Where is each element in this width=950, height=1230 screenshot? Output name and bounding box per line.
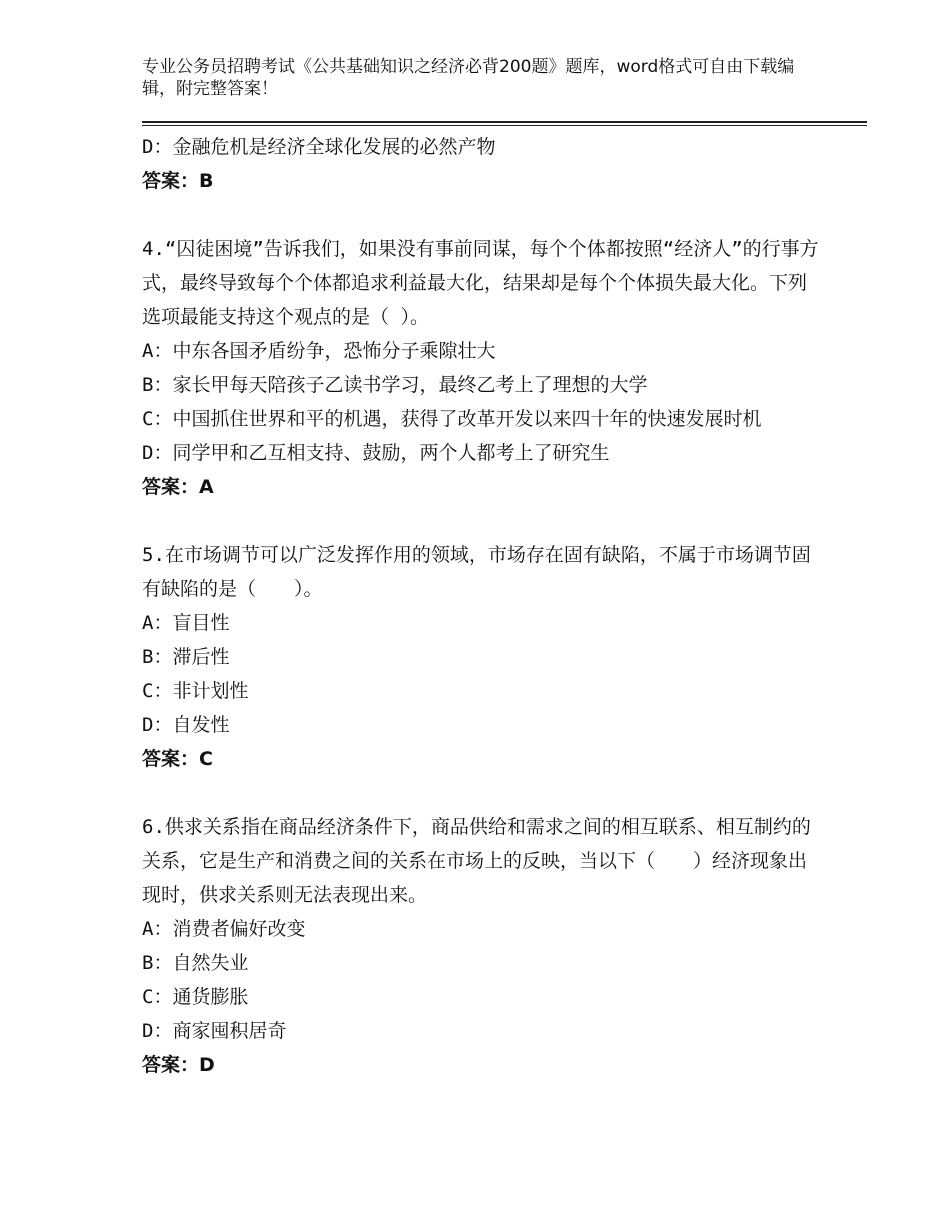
answer-label: 答案： bbox=[142, 748, 200, 770]
question-block-5 bbox=[142, 538, 822, 776]
option-d: D：金融危机是经济全球化发展的必然产物 bbox=[142, 136, 496, 158]
page-header bbox=[142, 56, 822, 100]
answer-value: C bbox=[199, 748, 213, 770]
option-b: B：家长甲每天陪孩子乙读书学习，最终乙考上了理想的大学 bbox=[142, 374, 648, 396]
option-a: A：中东各国矛盾纷争，恐怖分子乘隙壮大 bbox=[142, 340, 496, 362]
option-a: A：盲目性 bbox=[142, 612, 230, 634]
answer-label: 答案： bbox=[142, 1054, 200, 1076]
option-c: C：通货膨胀 bbox=[142, 986, 249, 1008]
answer-line bbox=[142, 164, 822, 198]
question-block-4 bbox=[142, 232, 822, 504]
question-list bbox=[142, 130, 822, 1082]
answer-value: D bbox=[199, 1054, 215, 1076]
option-b: B：滞后性 bbox=[142, 646, 230, 668]
header-text: 专业公务员招聘考试《公共基础知识之经济必背200题》题库，word格式可自由下载编辑，附完整答案！ bbox=[142, 57, 795, 99]
header-divider-thick bbox=[142, 121, 867, 123]
question-block-prev bbox=[142, 130, 822, 198]
header-divider-thin bbox=[142, 125, 867, 126]
answer-line bbox=[142, 742, 822, 776]
answer-label: 答案： bbox=[142, 170, 200, 192]
answer-value: B bbox=[199, 170, 214, 192]
option-b: B：自然失业 bbox=[142, 952, 249, 974]
option-d: D：自发性 bbox=[142, 714, 230, 736]
question-stem: 5.在市场调节可以广泛发挥作用的领域，市场存在固有缺陷，不属于市场调节固有缺陷的是（ ）。 bbox=[142, 544, 811, 600]
option-d: D：同学甲和乙互相支持、鼓励，两个人都考上了研究生 bbox=[142, 442, 610, 464]
option-c: C：中国抓住世界和平的机遇，获得了改革开发以来四十年的快速发展时机 bbox=[142, 408, 762, 430]
option-d: D：商家囤积居奇 bbox=[142, 1020, 287, 1042]
answer-line bbox=[142, 470, 822, 504]
question-block-6 bbox=[142, 810, 822, 1082]
answer-label: 答案： bbox=[142, 476, 200, 498]
answer-line bbox=[142, 1048, 822, 1082]
question-stem: 6.供求关系指在商品经济条件下，商品供给和需求之间的相互联系、相互制约的关系，它是生产和消费之间的关系在市场上的反映，当以下（ ）经济现象出现时，供求关系则无法表现出来。 bbox=[142, 816, 811, 906]
option-c: C：非计划性 bbox=[142, 680, 249, 702]
answer-value: A bbox=[199, 476, 214, 498]
question-stem: 4.“囚徒困境”告诉我们，如果没有事前同谋，每个个体都按照“经济人”的行事方式，最终导致每个个体都追求利益最大化，结果却是每个个体损失最大化。下列选项最能支持这个观点的是（ ）。 bbox=[142, 238, 819, 328]
option-a: A：消费者偏好改变 bbox=[142, 918, 306, 940]
